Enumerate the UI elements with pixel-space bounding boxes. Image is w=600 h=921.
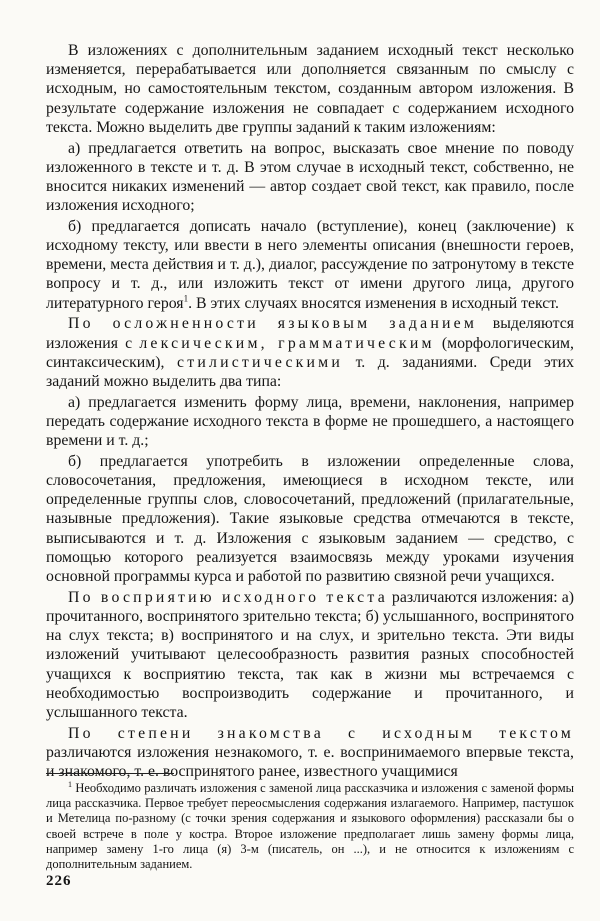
spaced-emphasis: По осложненности языковым заданием bbox=[68, 315, 478, 333]
text-run: . В этих случаях вносятся изменения в исходный текст. bbox=[188, 294, 559, 312]
text-run: выделяются изложения с bbox=[46, 315, 574, 352]
spaced-emphasis: По восприятию исходного текста bbox=[68, 588, 388, 606]
text-run: б) предлагается дописать начало (вступление), конец (заключение) к исходному тексту, или ввести в него элементы описания (внешности героев, времени, места действия и т. д.), диалог, рассуждение по затронутому в тексте вопросу и т. д., или изложить текст от имени другого лица, другого литературного героя bbox=[46, 217, 574, 312]
footnote-text: Необходимо различать изложения с заменой лица рассказчика и изложения с заменой формы лица рассказчика. Первое требует переосмысления содержания излагаемого. Например, пастушок и Метелица по-разному (с точки зрения содержания и языкового оформления) рассказали бы о своей встрече в поле у костра. Второе изложение предполагает лишь замену формы лица, например замену 1-го лица (я) 3-м (писатель, он ...), и не относится к изложениям с дополнительным заданием. bbox=[46, 781, 574, 872]
text-run: В изложениях с дополнительным заданием исходный текст несколько изменяется, перерабатывается или дополняется связанным по смыслу с исходным, но самостоятельным текстом, созданным автором изложения. В результате содержание изложения не совпадает с содержанием исходного текста. Можно выделить две группы заданий к таким изложениям: bbox=[46, 42, 574, 136]
paragraph bbox=[46, 393, 574, 451]
footnote-reference: 1 bbox=[183, 293, 189, 304]
text-run: (морфологическим, синтаксическим), bbox=[46, 334, 574, 371]
spaced-emphasis: По степени знакомства с исходным текстом bbox=[68, 724, 574, 742]
footnote-marker: 1 bbox=[68, 779, 72, 789]
text-run: т. д. заданиями. Среди этих заданий можно выделить два типа: bbox=[46, 353, 574, 390]
paragraph bbox=[46, 41, 574, 137]
paragraph bbox=[46, 139, 574, 216]
page-number: 226 bbox=[46, 873, 72, 889]
spaced-emphasis: стилистическими bbox=[177, 353, 344, 371]
spaced-emphasis: лексическим, грамматическим bbox=[139, 334, 435, 352]
text-run: а) предлагается ответить на вопрос, высказать свое мнение по поводу изложенного в тексте и т. д. В этом случае в исходный текст, собственно, не вносится никаких изменений — автор создает свой текст, как правило, после изложения исходного; bbox=[46, 139, 574, 215]
paragraph bbox=[46, 452, 574, 586]
text-run: различаются изложения незнакомого, т. е. воспринимаемого впервые текста, и знакомого, т. е. воспринятого ранее, известного учащимися bbox=[46, 743, 574, 781]
paragraph bbox=[46, 314, 574, 391]
paragraph bbox=[46, 217, 574, 313]
paragraph bbox=[46, 588, 574, 722]
footnote-divider bbox=[46, 773, 174, 774]
footnote-section bbox=[46, 781, 574, 872]
text-run: б) предлагается употребить в изложении определенные слова, словосочетания, предложения, имеющиеся в исходном тексте, или определенные группы слов, словосочетаний, предложений (прилагательные, назывные предложения). Такие языковые средства отмечаются в тексте, выписываются и т. д. Изложения с языковым заданием — средство, с помощью которого реализуется взаимосвязь между уроками изучения основной программы курса и работой по развитию связной речи учащихся. bbox=[46, 452, 574, 585]
footnote bbox=[46, 781, 574, 872]
main-text bbox=[46, 41, 574, 783]
text-run: различаются изложения: а) прочитанного, воспринятого зрительно текста; б) услышанного, воспринятого на слух текста; в) воспринятого и на слух, и зрительно текста. Эти виды изложений учитывают целесообразность развития разных способностей учащихся к восприятию текста, так как в жизни мы встречаемся с необходимостью воспроизводить содержание и прочитанного, и услышанного текста. bbox=[46, 588, 574, 721]
text-run: а) предлагается изменить форму лица, времени, наклонения, например передать содержание исходного текста в форме не прошедшего, а настоящего времени и т. д.; bbox=[46, 393, 574, 450]
